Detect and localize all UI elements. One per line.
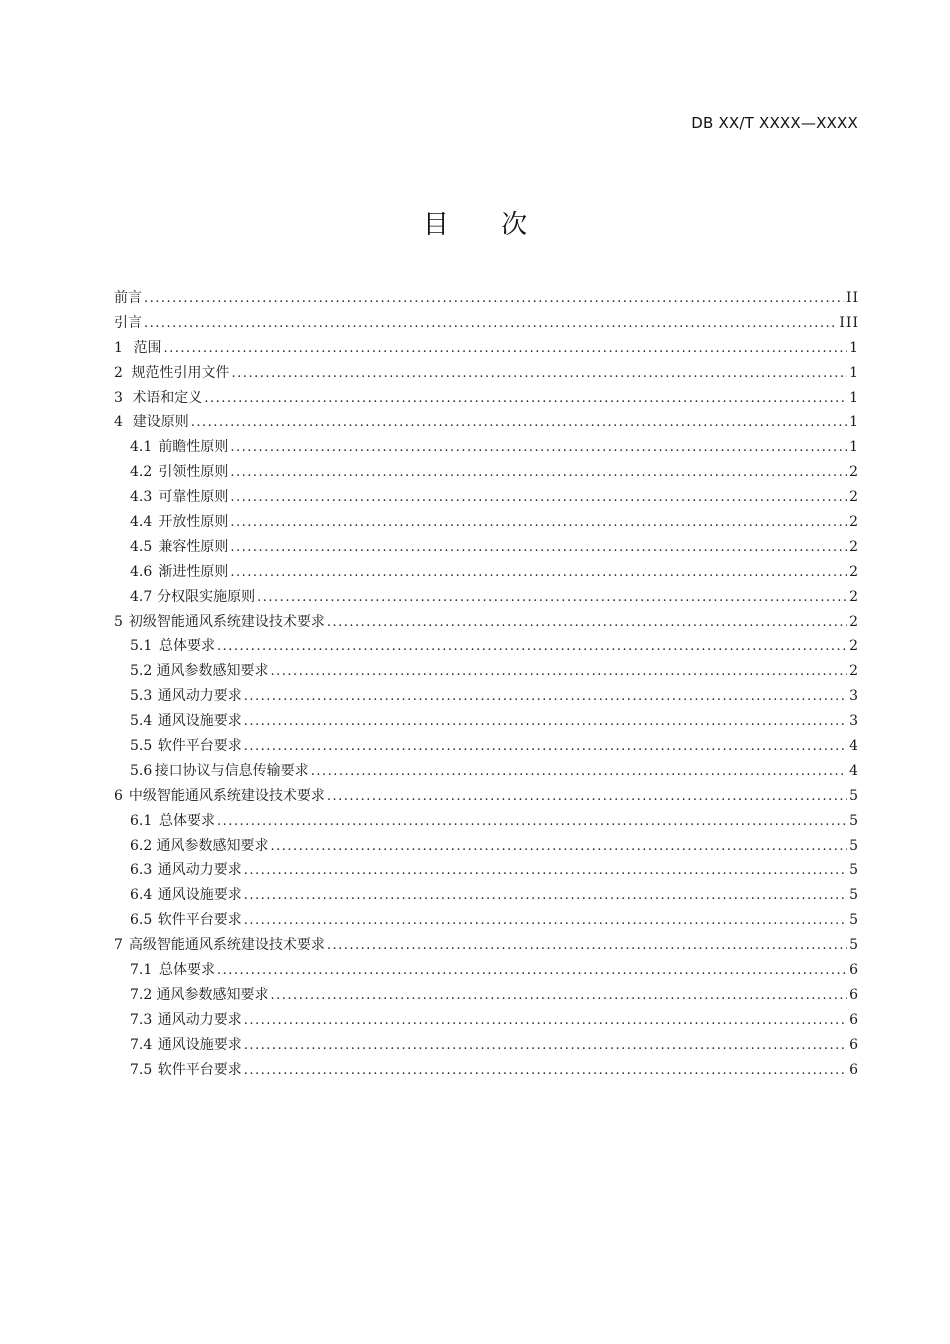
toc-entry[interactable] [114, 1033, 859, 1058]
toc-entry-label: 通风设施要求 [157, 1036, 242, 1053]
toc-entry-page-number: 4 [849, 762, 859, 779]
toc-entry[interactable] [114, 1008, 859, 1033]
toc-entry-page-number: 5 [849, 912, 859, 929]
toc-dot-leader [191, 411, 847, 436]
toc-entry-page-number: 5 [849, 887, 859, 904]
toc-entry[interactable] [114, 709, 859, 734]
toc-entry-number: 4.5 [130, 538, 153, 555]
toc-entry-number: 6.1 [130, 812, 153, 829]
toc-entry[interactable] [114, 336, 859, 361]
toc-entry-label: 引领性原则 [158, 464, 229, 481]
toc-dot-leader [271, 835, 848, 860]
toc-entry[interactable] [114, 684, 859, 709]
toc-entry-number: 4.3 [130, 489, 153, 506]
toc-entry-number: 7 [114, 937, 123, 954]
toc-dot-leader [244, 859, 847, 884]
toc-entry-number: 6.5 [130, 912, 153, 929]
toc-dot-leader [327, 611, 847, 636]
toc-entry-number: 6.2 [130, 837, 153, 854]
toc-entry-label: 前瞻性原则 [158, 439, 229, 456]
toc-entry[interactable] [114, 634, 859, 659]
toc-entry-label: 接口协议与信息传输要求 [154, 762, 309, 779]
toc-entry-number: 5.1 [130, 638, 153, 655]
toc-entry-number: 7.2 [130, 986, 153, 1003]
toc-entry-number: 7.1 [130, 962, 153, 979]
toc-entry-label: 总体要求 [159, 962, 215, 979]
toc-entry-label: 术语和定义 [132, 389, 203, 406]
toc-entry-number: 4.6 [130, 563, 153, 580]
toc-entry-number: 2 [114, 364, 123, 381]
toc-entry[interactable] [114, 410, 859, 435]
toc-entry-number: 6.4 [130, 887, 153, 904]
toc-entry-page-number: 6 [849, 1061, 859, 1078]
toc-entry-label: 通风设施要求 [157, 713, 242, 730]
toc-entry-page-number: III [839, 314, 859, 331]
toc-entry-number: 5.6 [130, 762, 153, 779]
toc-entry[interactable] [114, 908, 859, 933]
toc-dot-leader [257, 586, 847, 611]
toc-entry[interactable] [114, 759, 859, 784]
toc-entry-label: 分权限实施原则 [157, 588, 256, 605]
toc-dot-leader [230, 536, 847, 561]
toc-entry-page-number: 3 [849, 688, 859, 705]
toc-entry-label: 软件平台要求 [157, 738, 242, 755]
page-title: 目 次 [422, 210, 550, 240]
toc-dot-leader [230, 461, 847, 486]
toc-entry-label: 软件平台要求 [157, 1061, 242, 1078]
toc-entry-label: 总体要求 [159, 638, 215, 655]
toc-dot-leader [244, 1059, 847, 1084]
toc-entry-label: 通风动力要求 [157, 862, 242, 879]
toc-entry-label: 建设原则 [132, 414, 189, 431]
toc-entry-page-number: 2 [849, 613, 859, 630]
toc-dot-leader [244, 1034, 847, 1059]
toc-dot-leader [230, 511, 847, 536]
toc-entry-label: 通风参数感知要求 [156, 837, 269, 854]
toc-entry-label: 中级智能通风系统建设技术要求 [128, 787, 325, 804]
toc-entry-page-number: 2 [849, 489, 859, 506]
toc-entry-number: 6 [114, 787, 123, 804]
toc-entry-page-number: 4 [849, 738, 859, 755]
toc-entry-number: 4.1 [130, 439, 153, 456]
toc-dot-leader [230, 486, 847, 511]
toc-entry[interactable] [114, 610, 859, 635]
toc-dot-leader [204, 387, 847, 412]
toc-dot-leader [217, 959, 847, 984]
toc-entry-label: 范围 [133, 339, 162, 356]
toc-entry-page-number: 2 [849, 464, 859, 481]
toc-entry[interactable] [114, 834, 859, 859]
toc-entry-label: 软件平台要求 [157, 912, 242, 929]
toc-entry-label: 渐进性原则 [158, 563, 229, 580]
toc-dot-leader [271, 984, 848, 1009]
toc-entry-number: 3 [114, 389, 123, 406]
toc-entry-number: 4.7 [130, 588, 153, 605]
toc-entry[interactable] [114, 460, 859, 485]
toc-entry-page-number: 1 [849, 389, 859, 406]
toc-entry[interactable] [114, 535, 859, 560]
toc-entry-page-number: II [845, 290, 859, 306]
toc-entry-label: 通风设施要求 [157, 887, 242, 904]
toc-entry-label: 引言 [114, 314, 142, 331]
toc-entry[interactable] [114, 858, 859, 883]
toc-entry-label: 开放性原则 [158, 514, 229, 531]
toc-entry[interactable] [114, 1058, 859, 1083]
toc-entry-label: 可靠性原则 [158, 489, 229, 506]
toc-entry-page-number: 3 [849, 713, 859, 730]
toc-entry-label: 前言 [114, 290, 142, 306]
toc-entry-number: 4.4 [130, 514, 153, 531]
toc-entry[interactable] [114, 560, 859, 585]
toc-entry[interactable] [114, 585, 859, 610]
toc-entry-number: 7.3 [130, 1011, 153, 1028]
toc-entry-number: 5.3 [130, 688, 153, 705]
toc-entry-page-number: 6 [849, 1036, 859, 1053]
toc-entry[interactable] [114, 933, 859, 958]
toc-dot-leader [244, 884, 847, 909]
toc-dot-leader [144, 287, 844, 312]
toc-entry-label: 通风动力要求 [157, 688, 242, 705]
toc-entry-number: 4.2 [130, 464, 153, 481]
toc-entry-number: 7.5 [130, 1061, 153, 1078]
toc-entry-page-number: 1 [849, 414, 859, 431]
document-code: DB XX/T XXXX—XXXX [691, 114, 858, 132]
toc-entry-page-number: 2 [849, 514, 859, 531]
toc-dot-leader [163, 337, 847, 362]
toc-entry[interactable] [114, 734, 859, 759]
toc-entry-label: 通风参数感知要求 [156, 986, 269, 1003]
toc-entry[interactable] [114, 659, 859, 684]
toc-entry-page-number: 6 [849, 986, 859, 1003]
toc-entry-number: 7.4 [130, 1036, 153, 1053]
toc-dot-leader [144, 312, 837, 337]
toc-entry-label: 通风动力要求 [157, 1011, 242, 1028]
toc-entry-number: 5.4 [130, 713, 153, 730]
toc-entry[interactable] [114, 386, 859, 411]
toc-entry[interactable] [114, 286, 859, 311]
toc-entry[interactable] [114, 983, 859, 1008]
toc-dot-leader [217, 810, 847, 835]
toc-entry-page-number: 5 [849, 812, 859, 829]
toc-entry-page-number: 5 [849, 862, 859, 879]
toc-entry-label: 兼容性原则 [158, 538, 229, 555]
toc-entry-page-number: 1 [849, 339, 859, 356]
toc-entry-label: 通风参数感知要求 [156, 663, 269, 680]
toc-entry-page-number: 6 [849, 962, 859, 979]
toc-entry-number: 5.2 [130, 663, 153, 680]
toc-dot-leader [244, 685, 847, 710]
toc-dot-leader [232, 362, 848, 387]
toc-entry-number: 5 [114, 613, 123, 630]
toc-entry-page-number: 1 [849, 439, 859, 456]
toc-entry-number: 4 [114, 414, 123, 431]
toc-dot-leader [271, 660, 848, 685]
toc-entry-number: 6.3 [130, 862, 153, 879]
table-of-contents [114, 286, 859, 1083]
toc-entry-page-number: 2 [849, 563, 859, 580]
toc-dot-leader [327, 934, 847, 959]
toc-dot-leader [244, 1009, 847, 1034]
toc-entry-page-number: 2 [849, 638, 859, 655]
toc-dot-leader [217, 635, 847, 660]
toc-dot-leader [244, 710, 847, 735]
toc-entry-label: 总体要求 [159, 812, 215, 829]
toc-entry[interactable] [114, 883, 859, 908]
toc-entry-page-number: 2 [849, 588, 859, 605]
toc-entry-page-number: 6 [849, 1011, 859, 1028]
toc-entry-number: 1 [114, 339, 123, 356]
toc-entry-label: 高级智能通风系统建设技术要求 [128, 937, 325, 954]
toc-entry[interactable] [114, 809, 859, 834]
toc-entry-label: 初级智能通风系统建设技术要求 [128, 613, 325, 630]
toc-entry[interactable] [114, 485, 859, 510]
toc-dot-leader [244, 735, 847, 760]
toc-entry[interactable] [114, 361, 859, 386]
toc-dot-leader [244, 909, 847, 934]
toc-entry-number: 5.5 [130, 738, 153, 755]
toc-entry[interactable] [114, 510, 859, 535]
toc-entry[interactable] [114, 784, 859, 809]
toc-dot-leader [230, 436, 847, 461]
toc-entry-page-number: 1 [849, 364, 859, 381]
toc-entry-page-number: 5 [849, 937, 859, 954]
toc-dot-leader [327, 785, 847, 810]
toc-entry-page-number: 2 [849, 538, 859, 555]
toc-entry-page-number: 2 [849, 663, 859, 680]
toc-entry[interactable] [114, 311, 859, 336]
toc-entry[interactable] [114, 958, 859, 983]
toc-dot-leader [230, 561, 847, 586]
toc-dot-leader [311, 760, 847, 785]
toc-entry-page-number: 5 [849, 787, 859, 804]
toc-entry-label: 规范性引用文件 [131, 364, 230, 381]
toc-entry-page-number: 5 [849, 837, 859, 854]
toc-entry[interactable] [114, 435, 859, 460]
